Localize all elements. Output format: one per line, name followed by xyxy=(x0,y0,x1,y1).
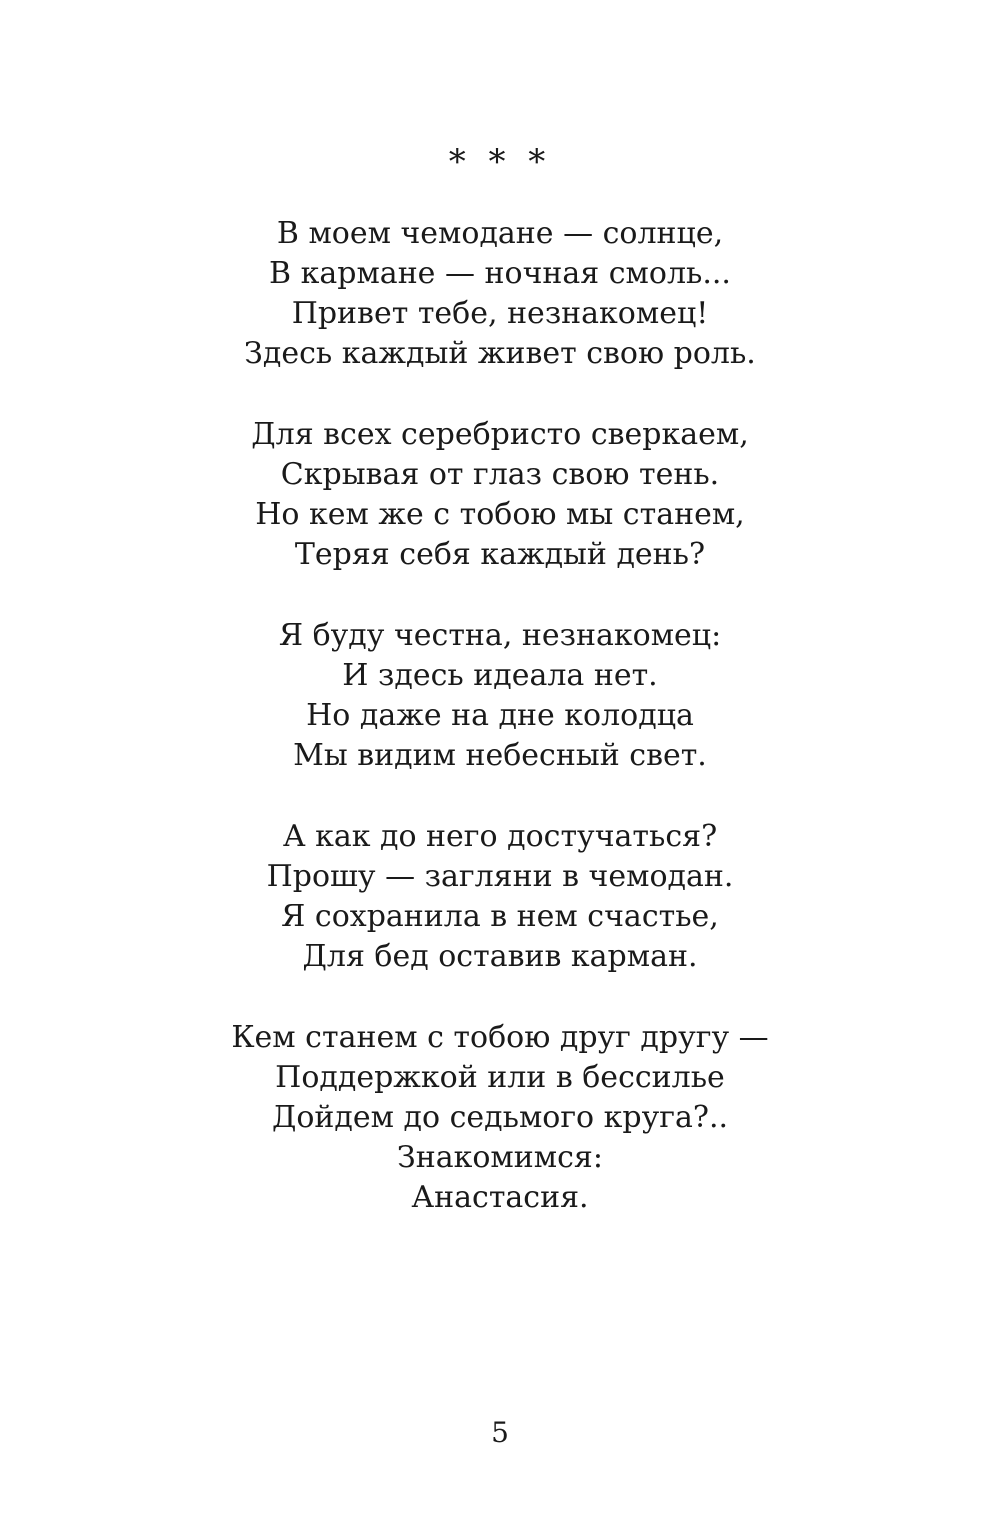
stanza xyxy=(0,214,1000,374)
poem-line: Поддержкой или в бессилье xyxy=(275,1060,725,1095)
poem-line: Я сохранила в нем счастье, xyxy=(281,899,719,934)
poem-line: В моем чемодане — солнце, xyxy=(276,216,724,251)
poem-line: Дойдем до седьмого круга?.. xyxy=(271,1100,729,1135)
page-number: 5 xyxy=(491,1416,509,1449)
poem-line: Для бед оставив карман. xyxy=(302,939,698,974)
stanza xyxy=(0,817,1000,977)
poem-line: Здесь каждый живет свою роль. xyxy=(244,336,756,371)
poem-line: Но даже на дне колодца xyxy=(306,698,694,733)
poem-line: А как до него достучаться? xyxy=(282,819,718,854)
poem-line: Теряя себя каждый день? xyxy=(294,537,706,572)
section-divider: * * * xyxy=(448,142,552,182)
poem-line: Знакомимся: xyxy=(397,1140,603,1175)
poem-line: Мы видим небесный свет. xyxy=(293,738,707,773)
poem-line: В кармане — ночная смоль... xyxy=(269,256,731,291)
poem-line: Прошу — загляни в чемодан. xyxy=(266,859,734,894)
poem-line: Но кем же с тобою мы станем, xyxy=(255,497,745,532)
poem xyxy=(0,214,1000,1259)
poem-line: И здесь идеала нет. xyxy=(342,658,658,693)
poem-line: Скрывая от глаз свою тень. xyxy=(280,457,720,492)
poem-line: Кем станем с тобою друг другу — xyxy=(231,1020,769,1055)
poem-line: Я буду честна, незнакомец: xyxy=(278,618,722,653)
poem-line: Для всех серебристо сверкаем, xyxy=(251,417,749,452)
stanza xyxy=(0,616,1000,776)
poem-line: Анастасия. xyxy=(411,1180,589,1215)
poem-line: Привет тебе, незнакомец! xyxy=(291,296,709,331)
stanza xyxy=(0,415,1000,575)
stanza xyxy=(0,1018,1000,1218)
